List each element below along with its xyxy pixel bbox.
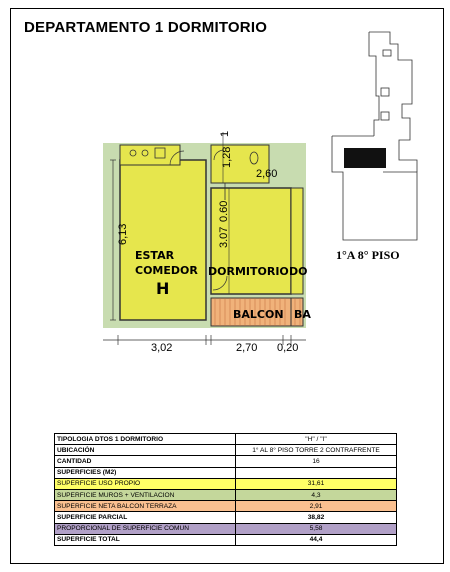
- unit-letter: H: [156, 279, 170, 298]
- row-label: TIPOLOGIA DTOS 1 DORMITORIO: [55, 434, 236, 445]
- floor-label: 1°A 8° PISO: [336, 248, 400, 262]
- dim-height-left: 6,13: [117, 223, 129, 245]
- row-label: UBICACIÓN: [55, 445, 236, 456]
- row-value: 2,91: [236, 501, 397, 512]
- table-row: [55, 512, 397, 523]
- row-value: 16: [236, 456, 397, 467]
- living-label-line1: ESTAR: [135, 249, 175, 262]
- row-value: 38,82: [236, 512, 397, 523]
- row-label: CANTIDAD: [55, 456, 236, 467]
- bedroom-cut-label: DO: [289, 265, 308, 278]
- row-label: SUPERFICIE PARCIAL: [55, 512, 236, 523]
- table-row: [55, 534, 397, 545]
- bedroom-label: DORMITORIO: [208, 265, 289, 278]
- balcony-label: BALCON: [233, 308, 284, 321]
- table-row: [55, 467, 397, 478]
- row-label: PROPORCIONAL DE SUPERFICIE COMUN: [55, 523, 236, 534]
- table-row: [55, 478, 397, 489]
- row-value: "H" / "I": [236, 434, 397, 445]
- table-row: [55, 456, 397, 467]
- key-plan-unit-marker: [344, 148, 386, 168]
- row-value: 31,61: [236, 478, 397, 489]
- bedroom-partial: [291, 188, 303, 294]
- row-label: SUPERFICIE NETA BALCON TERRAZA: [55, 501, 236, 512]
- key-plan: [332, 32, 417, 240]
- dim-bottom-3: 0,20: [277, 342, 299, 354]
- dim-bottom-2: 2,70: [236, 342, 258, 354]
- row-value: 1° AL 8° PISO TORRE 2 CONTRAFRENTE: [236, 445, 397, 456]
- dim-top-small: 1,28: [221, 146, 233, 168]
- dim-height-mid: 3.07: [218, 226, 230, 248]
- dim-bottom-1: 3,02: [151, 342, 173, 354]
- table-row: [55, 434, 397, 445]
- row-value: 5,58: [236, 523, 397, 534]
- row-value: 44,4: [236, 534, 397, 545]
- row-value: [236, 467, 397, 478]
- living-label-line2: COMEDOR: [135, 264, 198, 277]
- row-label: SUPERFICIE TOTAL: [55, 534, 236, 545]
- kitchen: [120, 145, 180, 165]
- table-row: [55, 445, 397, 456]
- specs-table: [54, 433, 397, 546]
- table-row: [55, 523, 397, 534]
- table-row: [55, 489, 397, 500]
- dim-width-top: 2,60: [256, 168, 278, 180]
- row-label: SUPERFICIES (M2): [55, 467, 236, 478]
- row-value: 4,3: [236, 489, 397, 500]
- dim-height-small: 0.60: [218, 200, 230, 222]
- dim-top-mark: 1: [219, 130, 231, 137]
- row-label: SUPERFICIE USO PROPIO: [55, 478, 236, 489]
- balcony-cut-label: BA: [294, 308, 311, 321]
- page-title: DEPARTAMENTO 1 DORMITORIO: [24, 19, 268, 36]
- table-row: [55, 501, 397, 512]
- row-label: SUPERFICIE MUROS + VENTILACION: [55, 489, 236, 500]
